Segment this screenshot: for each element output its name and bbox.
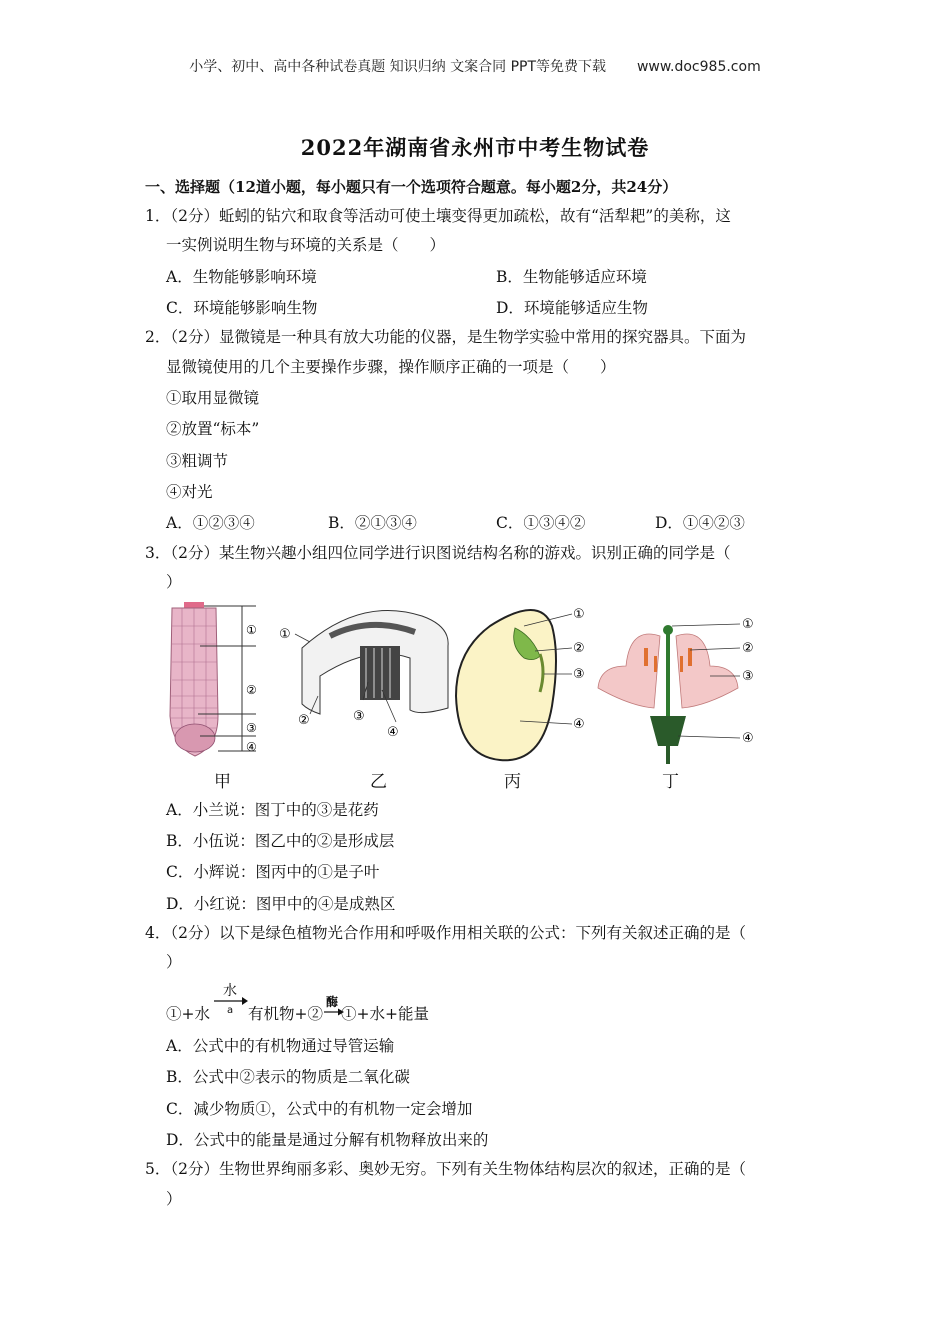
q3-stem-line2: ） [166, 573, 182, 591]
q1-option-a: A．生物能够影响环境 [166, 268, 317, 286]
yi-mark-3: ③ [353, 709, 365, 724]
bing-mark-3: ③ [573, 667, 585, 682]
figure-ding-flower [598, 617, 754, 764]
q1-option-d: D．环境能够适应生物 [496, 299, 648, 317]
ding-mark-2: ② [742, 641, 754, 656]
q2-option-d: D．①④②③ [655, 514, 745, 532]
q2-stem-line2: 显微镜使用的几个主要操作步骤，操作顺序正确的一项是（ ） [166, 358, 616, 376]
q2-option-a: A．①②③④ [166, 514, 255, 532]
flower-stigma [663, 625, 673, 635]
bing-mark-4: ④ [573, 717, 585, 732]
q1-option-c: C．环境能够影响生物 [166, 299, 318, 317]
figure-label-jia: 甲 [214, 772, 231, 792]
figure-yi-stem-section [279, 610, 448, 740]
q4-stem-line2: ） [166, 953, 182, 971]
formula-arrow1-bottom: a [227, 1005, 234, 1016]
q4-option-c: C．减少物质①，公式中的有机物一定会增加 [166, 1100, 473, 1118]
bing-mark-2: ② [573, 641, 585, 656]
formula-products: ①+水+能量 [341, 1005, 429, 1023]
formula-middle: 有机物+② [248, 1005, 323, 1023]
q3-figure [160, 596, 800, 791]
q2-step-2: ②放置“标本” [166, 420, 260, 438]
q4-stem-line1: 4．（2分）以下是绿色植物光合作用和呼吸作用相关联的公式：下列有关叙述正确的是（ [145, 924, 746, 942]
q3-option-a: A．小兰说：图丁中的③是花药 [166, 801, 379, 819]
q1-stem-line1: 1．（2分）蚯蚓的钻穴和取食等活动可使土壤变得更加疏松，故有“活犁耙”的美称，这 [145, 207, 731, 225]
q3-option-d: D．小红说：图甲中的④是成熟区 [166, 895, 396, 913]
q2-option-c: C．①③④② [496, 514, 586, 532]
figure-jia-root-tip [170, 602, 257, 756]
figure-bing-seed [456, 607, 585, 760]
bing-mark-1: ① [573, 607, 585, 622]
ding-mark-4: ④ [742, 731, 754, 746]
formula-reactants: ①+水 [166, 1005, 210, 1023]
q1-stem-line2: 一实例说明生物与环境的关系是（ ） [166, 236, 446, 254]
q4-option-b: B．公式中②表示的物质是二氧化碳 [166, 1068, 410, 1086]
flower-petal-right [676, 634, 738, 708]
yi-mark-4: ④ [387, 725, 399, 740]
q4-option-a: A．公式中的有机物通过导管运输 [166, 1037, 395, 1055]
q5-stem-line2: ） [166, 1190, 182, 1208]
page-title: 2022年湖南省永州市中考生物试卷 [300, 135, 650, 160]
q2-step-4: ④对光 [166, 483, 213, 501]
yi-mark-2: ② [298, 713, 310, 728]
ding-mark-1: ① [742, 617, 754, 632]
header-url[interactable]: www.doc985.com [636, 59, 761, 75]
page-header [0, 56, 950, 76]
figure-label-yi: 乙 [370, 772, 387, 792]
figure-label-ding: 丁 [662, 772, 679, 792]
q2-step-1: ①取用显微镜 [166, 389, 260, 407]
header-text: 小学、初中、高中各种试卷真题 知识归纳 文案合同 PPT等免费下载 [189, 59, 607, 75]
jia-mark-4: ④ [246, 740, 257, 754]
ding-mark-3: ③ [742, 669, 754, 684]
q4-option-d: D．公式中的能量是通过分解有机物释放出来的 [166, 1131, 489, 1149]
section-heading: 一、选择题（12道小题，每小题只有一个选项符合题意。每小题2分，共24分） [145, 178, 678, 196]
formula-arrow2-top: 酶 [326, 995, 339, 1009]
flower-petal-left [598, 634, 660, 708]
q3-option-c: C．小辉说：图丙中的①是子叶 [166, 863, 380, 881]
q3-stem-line1: 3．（2分）某生物兴趣小组四位同学进行识图说结构名称的游戏。识别正确的同学是（ [145, 544, 731, 562]
flower-receptacle [650, 716, 686, 746]
jia-mark-1: ① [246, 623, 257, 637]
formula-arrow1-top: 水 [223, 983, 237, 999]
q2-stem-line1: 2．（2分）显微镜是一种具有放大功能的仪器，是生物学实验中常用的探究器具。下面为 [145, 328, 746, 346]
q5-stem-line1: 5．（2分）生物世界绚丽多彩、奥妙无穷。下列有关生物体结构层次的叙述，正确的是（ [145, 1160, 746, 1178]
q3-option-b: B．小伍说：图乙中的②是形成层 [166, 832, 395, 850]
root-cap [175, 724, 215, 752]
q2-step-3: ③粗调节 [166, 452, 229, 470]
yi-mark-1: ① [279, 627, 291, 642]
q4-formula [166, 978, 666, 1022]
jia-mark-3: ③ [246, 721, 257, 735]
jia-mark-2: ② [246, 683, 257, 697]
q2-option-b: B．②①③④ [328, 514, 417, 532]
figure-label-bing: 丙 [504, 772, 521, 792]
q1-option-b: B．生物能够适应环境 [496, 268, 647, 286]
